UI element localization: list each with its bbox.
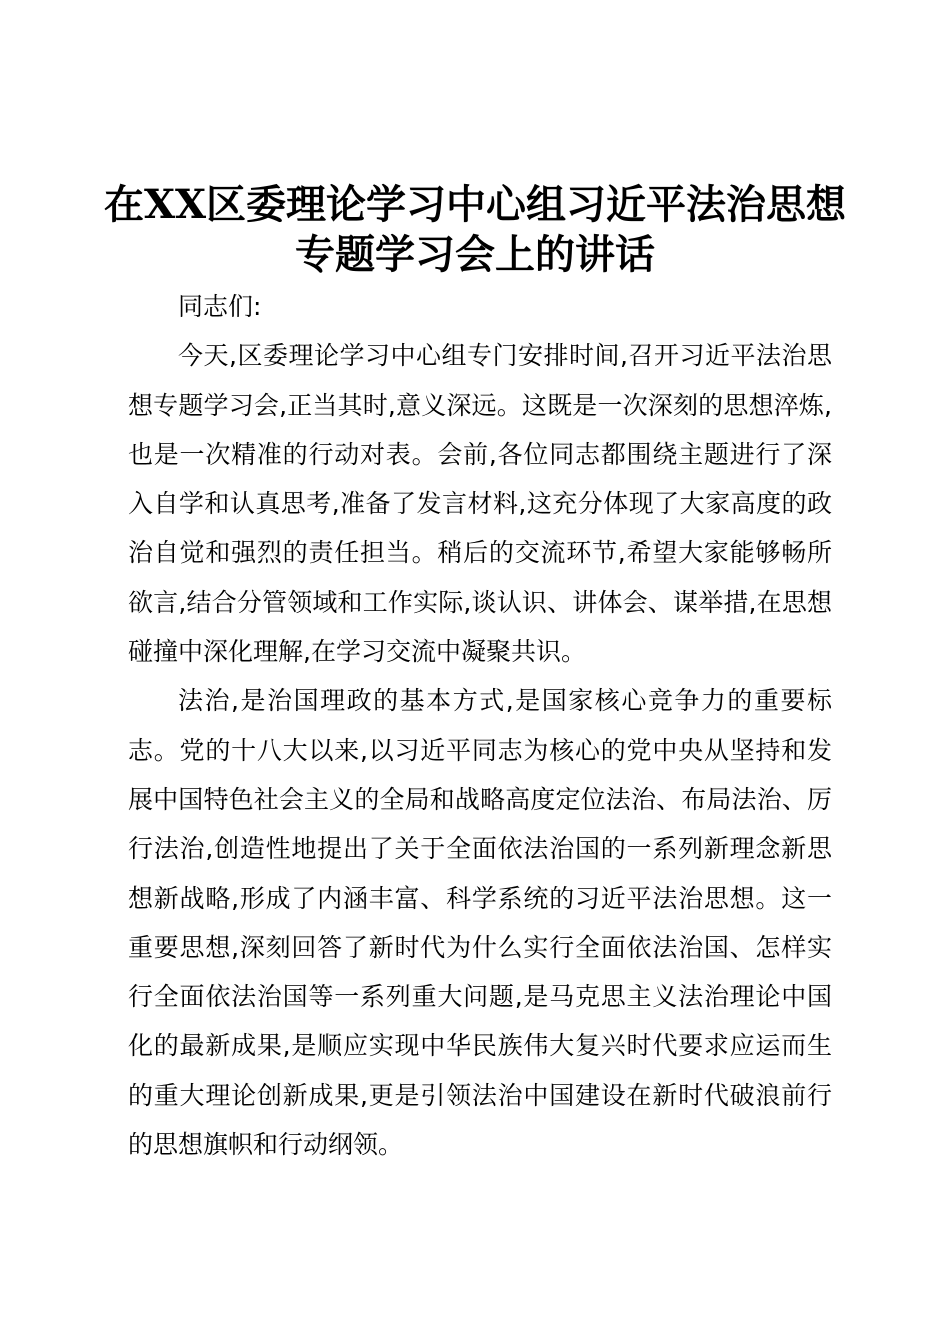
document-title: 在XX区委理论学习中心组习近平法治思想专题学习会上的讲话: [103, 181, 847, 278]
salutation: 同志们:: [178, 292, 262, 321]
paragraph-1: 今天,区委理论学习中心组专门安排时间,召开习近平法治思想专题学习会,正当其时,意义深远。这既是一次深刻的思想淬炼,也是一次精准的行动对表。会前,各位同志都围绕主题进行了深入自学和认真思考,准备了发言材料,这充分体现了大家高度的政治自觉和强烈的责任担当。稍后的交流环节,希望大家能够畅所欲言,结合分管领域和工作实际,谈认识、讲体会、谋举措,在思想碰撞中深化理解,在学习交流中凝聚共识。: [128, 341, 832, 667]
document-body: [128, 282, 832, 1169]
paragraph-2: 法治,是治国理政的基本方式,是国家核心竞争力的重要标志。党的十八大以来,以习近平同志为核心的党中央从坚持和发展中国特色社会主义的全局和战略高度定位法治、布局法治、厉行法治,创造性地提出了关于全面依法治国的一系列新理念新思想新战略,形成了内涵丰富、科学系统的习近平法治思想。这一重要思想,深刻回答了新时代为什么实行全面依法治国、怎样实行全面依法治国等一系列重大问题,是马克思主义法治理论中国化的最新成果,是顺应实现中华民族伟大复兴时代要求应运而生的重大理论创新成果,更是引领法治中国建设在新时代破浪前行的思想旗帜和行动纲领。: [128, 686, 832, 1160]
